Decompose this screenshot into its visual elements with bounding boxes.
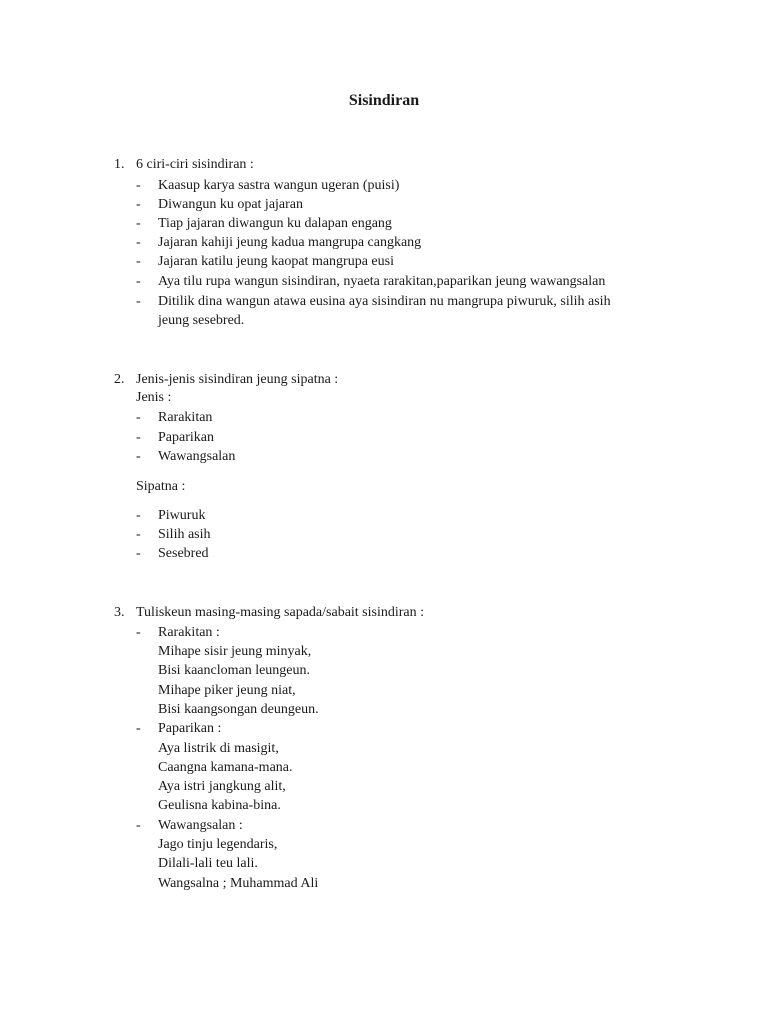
jenis-label: Jenis : (136, 390, 172, 405)
list-bullet: - (136, 546, 141, 561)
list-item: Jajaran katilu jeung kaopat mangrupa eusi (158, 254, 394, 269)
section-1-heading: 6 ciri-ciri sisindiran : (136, 157, 254, 172)
list-bullet: - (136, 235, 141, 250)
list-bullet: - (136, 197, 141, 212)
list-bullet: - (136, 508, 141, 523)
paparikan-label: Paparikan : (158, 721, 222, 736)
list-bullet: - (136, 430, 141, 445)
section-2-heading: Jenis-jenis sisindiran jeung sipatna : (136, 372, 339, 387)
list-item: Piwuruk (158, 508, 206, 523)
poem-line: Mihape piker jeung niat, (158, 683, 296, 698)
poem-line: Geulisna kabina-bina. (158, 798, 281, 813)
list-bullet: - (136, 294, 141, 309)
list-item: Silih asih (158, 527, 211, 542)
poem-line: Bisi kaancloman leungeun. (158, 663, 311, 678)
list-bullet: - (136, 527, 141, 542)
list-item: Diwangun ku opat jajaran (158, 197, 304, 212)
list-item: Tiap jajaran diwangun ku dalapan engang (158, 216, 392, 231)
rarakitan-label: Rarakitan : (158, 625, 220, 640)
poem-line: Wangsalna ; Muhammad Ali (158, 876, 319, 891)
section-3-number: 3. (114, 605, 125, 620)
list-bullet: - (136, 818, 141, 833)
poem-line: Jago tinju legendaris, (158, 837, 278, 852)
list-bullet: - (136, 721, 141, 736)
poem-line: Aya istri jangkung alit, (158, 779, 286, 794)
list-bullet: - (136, 216, 141, 231)
poem-line: Mihape sisir jeung minyak, (158, 644, 312, 659)
list-item: Jajaran kahiji jeung kadua mangrupa cangkang (158, 235, 422, 250)
list-item: Wawangsalan (158, 449, 236, 464)
list-bullet: - (136, 254, 141, 269)
list-bullet: - (136, 274, 141, 289)
list-item: Kaasup karya sastra wangun ugeran (puisi) (158, 178, 400, 193)
wawangsalan-label: Wawangsalan : (158, 818, 243, 833)
sipatna-label: Sipatna : (136, 479, 186, 494)
section-3-heading: Tuliskeun masing-masing sapada/sabait sisindiran : (136, 605, 425, 620)
list-bullet: - (136, 449, 141, 464)
list-item: Sesebred (158, 546, 209, 561)
list-item-continuation: jeung sesebred. (158, 313, 245, 328)
list-bullet: - (136, 410, 141, 425)
list-bullet: - (136, 178, 141, 193)
section-1-number: 1. (114, 157, 125, 172)
poem-line: Bisi kaangsongan deungeun. (158, 702, 319, 717)
list-bullet: - (136, 625, 141, 640)
list-item: Rarakitan (158, 410, 213, 425)
list-item: Aya tilu rupa wangun sisindiran, nyaeta rarakitan,paparikan jeung wawangsalan (158, 274, 606, 289)
poem-line: Caangna kamana-mana. (158, 760, 293, 775)
poem-line: Dilali-lali teu lali. (158, 856, 258, 871)
list-item: Paparikan (158, 430, 214, 445)
list-item: Ditilik dina wangun atawa eusina aya sisindiran nu mangrupa piwuruk, silih asih (158, 294, 611, 309)
document-title: Sisindiran (348, 92, 420, 109)
poem-line: Aya listrik di masigit, (158, 741, 279, 756)
section-2-number: 2. (114, 372, 125, 387)
